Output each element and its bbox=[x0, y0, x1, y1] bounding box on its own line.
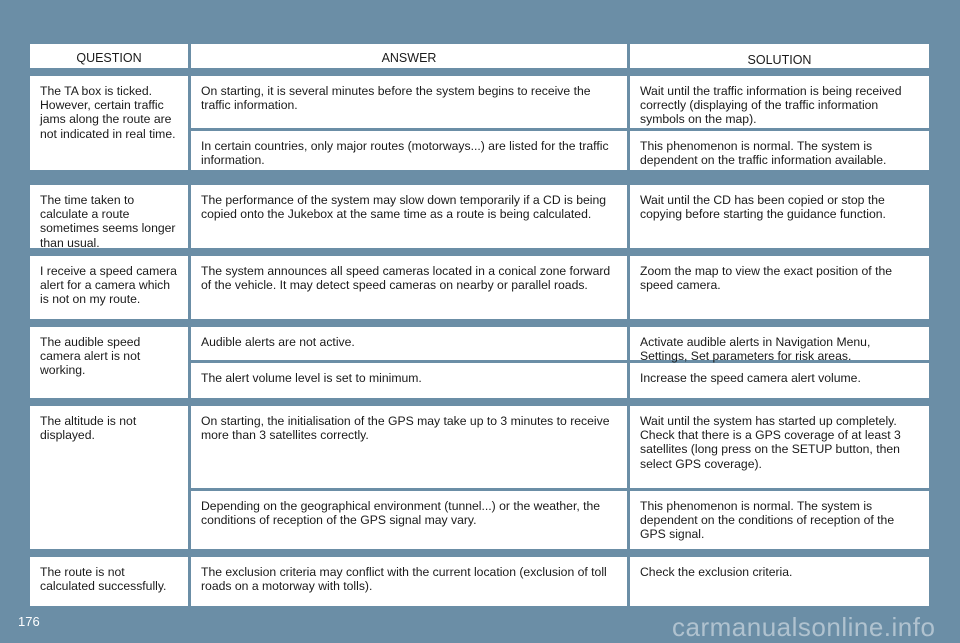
solution-cell: Wait until the system has started up completely. Check that there is a GPS coverage of at least 3 satellites (long press on the SETUP button, then select GPS coverage). bbox=[630, 406, 929, 488]
question-cell: The TA box is ticked. However, certain traffic jams along the route are not indicated in real time. bbox=[30, 76, 188, 170]
answer-cell: The alert volume level is set to minimum. bbox=[191, 363, 627, 398]
question-cell: The route is not calculated successfully. bbox=[30, 557, 188, 606]
header-question: QUESTION bbox=[30, 44, 188, 68]
answer-cell: In certain countries, only major routes (motorways...) are listed for the traffic information. bbox=[191, 131, 627, 170]
answer-cell: On starting, the initialisation of the GPS may take up to 3 minutes to receive more than 3 satellites correctly. bbox=[191, 406, 627, 488]
solution-cell: Zoom the map to view the exact position of the speed camera. bbox=[630, 256, 929, 319]
solution-cell: Wait until the CD has been copied or stop the copying before starting the guidance function. bbox=[630, 185, 929, 248]
answer-cell: The system announces all speed cameras located in a conical zone forward of the vehicle. It may detect speed cameras on nearby or parallel roads. bbox=[191, 256, 627, 319]
header-solution: SOLUTION bbox=[630, 44, 929, 68]
question-cell: The time taken to calculate a route sometimes seems longer than usual. bbox=[30, 185, 188, 248]
watermark: carmanualsonline.info bbox=[672, 612, 936, 642]
solution-cell: Check the exclusion criteria. bbox=[630, 557, 929, 606]
answer-cell: Audible alerts are not active. bbox=[191, 327, 627, 360]
header-answer: ANSWER bbox=[191, 44, 627, 68]
solution-cell: Activate audible alerts in Navigation Menu, Settings, Set parameters for risk areas. bbox=[630, 327, 929, 360]
answer-cell: The performance of the system may slow down temporarily if a CD is being copied onto the Jukebox at the same time as a route is being calculated. bbox=[191, 185, 627, 248]
solution-cell: This phenomenon is normal. The system is dependent on the traffic information available. bbox=[630, 131, 929, 170]
question-cell: I receive a speed camera alert for a camera which is not on my route. bbox=[30, 256, 188, 319]
solution-cell: Increase the speed camera alert volume. bbox=[630, 363, 929, 398]
solution-cell: This phenomenon is normal. The system is dependent on the conditions of reception of the GPS signal. bbox=[630, 491, 929, 549]
answer-cell: The exclusion criteria may conflict with the current location (exclusion of toll roads on a motorway with tolls). bbox=[191, 557, 627, 606]
solution-cell: Wait until the traffic information is being received correctly (displaying of the traffic information symbols on the map). bbox=[630, 76, 929, 128]
answer-cell: Depending on the geographical environment (tunnel...) or the weather, the conditions of reception of the GPS signal may vary. bbox=[191, 491, 627, 549]
answer-cell: On starting, it is several minutes before the system begins to receive the traffic information. bbox=[191, 76, 627, 128]
question-cell: The audible speed camera alert is not working. bbox=[30, 327, 188, 398]
question-cell: The altitude is not displayed. bbox=[30, 406, 188, 549]
page-number: 176 bbox=[18, 614, 40, 629]
